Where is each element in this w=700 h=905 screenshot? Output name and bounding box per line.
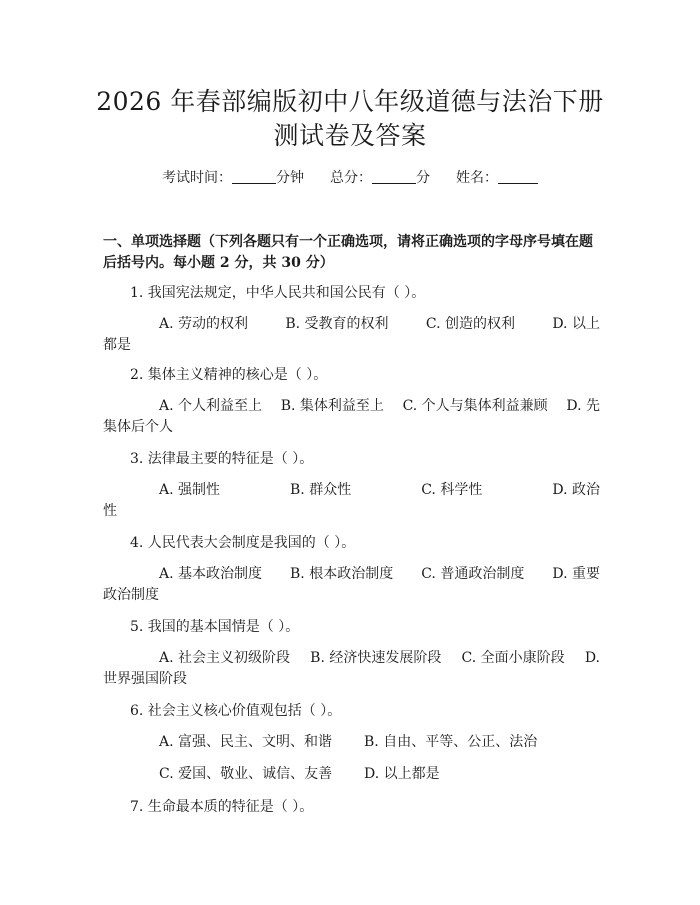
option-d: D. 重要 (552, 566, 600, 582)
time-unit: 分钟 (276, 170, 304, 186)
section-heading: 一、单项选择题（下列各题只有一个正确选项，请将正确选项的字母序号填在题后括号内。每小题 2 分，共 30 分） (103, 234, 593, 271)
option-d-continuation: 世界强国阶段 (103, 671, 187, 687)
option-b: B. 经济快速发展阶段 (310, 650, 442, 666)
option-c: C. 个人与集体利益兼顾 (402, 398, 548, 414)
question-1-options (103, 314, 600, 356)
option-b: B. 受教育的权利 (285, 316, 389, 332)
option-c: C. 普通政治制度 (421, 566, 525, 582)
option-b: B. 群众性 (290, 482, 352, 498)
option-c: C. 科学性 (421, 482, 483, 498)
option-c: C. 爱国、敬业、诚信、友善 (159, 766, 333, 782)
option-d-continuation: 集体后个人 (103, 419, 173, 435)
option-b: B. 根本政治制度 (290, 566, 394, 582)
option-b: B. 自由、平等、公正、法治 (364, 734, 538, 750)
question-2-stem: 2. 集体主义精神的核心是（ ）。 (130, 367, 328, 383)
option-a: A. 富强、民主、文明、和谐 (159, 734, 333, 750)
option-b: B. 集体利益至上 (280, 398, 384, 414)
option-d: D. (584, 650, 600, 666)
option-d: D. 以上 (552, 316, 600, 332)
question-6-options-row2 (103, 764, 600, 785)
score-blank (372, 169, 416, 184)
option-a: A. 劳动的权利 (159, 316, 249, 332)
score-label: 总分： (330, 170, 372, 186)
option-d-continuation: 政治制度 (103, 587, 159, 603)
option-d: D. 先 (566, 398, 600, 414)
question-4-options (103, 564, 600, 606)
option-d: D. 以上都是 (364, 766, 440, 782)
option-d: D. 政治 (552, 482, 600, 498)
question-4-stem: 4. 人民代表大会制度是我国的（ ）。 (130, 535, 356, 551)
option-d-continuation: 都是 (103, 337, 131, 353)
option-d-continuation: 性 (103, 503, 117, 519)
exam-info-line (0, 168, 700, 188)
question-3-options (103, 480, 600, 522)
time-label: 考试时间： (162, 170, 232, 186)
name-blank (498, 169, 538, 184)
option-c: C. 全面小康阶段 (461, 650, 565, 666)
score-unit: 分 (416, 170, 430, 186)
question-6-stem: 6. 社会主义核心价值观包括（ ）。 (130, 703, 342, 719)
page-title-line2: 测试卷及答案 (273, 121, 427, 150)
option-a: A. 社会主义初级阶段 (159, 650, 291, 666)
question-5-stem: 5. 我国的基本国情是（ ）。 (130, 619, 300, 635)
question-5-options (103, 648, 600, 690)
question-1-stem: 1. 我国宪法规定，中华人民共和国公民有（ ）。 (130, 285, 426, 301)
page-title-line1: 2026 年春部编版初中八年级道德与法治下册 (96, 87, 604, 116)
question-7-stem: 7. 生命最本质的特征是（ ）。 (130, 799, 314, 815)
time-blank (232, 169, 276, 184)
option-a: A. 强制性 (159, 482, 221, 498)
question-3-stem: 3. 法律最主要的特征是（ ）。 (130, 451, 314, 467)
option-c: C. 创造的权利 (425, 316, 515, 332)
option-a: A. 基本政治制度 (159, 566, 263, 582)
question-2-options (103, 396, 600, 438)
question-6-options (103, 732, 600, 753)
name-label: 姓名： (456, 170, 498, 186)
option-a: A. 个人利益至上 (159, 398, 263, 414)
